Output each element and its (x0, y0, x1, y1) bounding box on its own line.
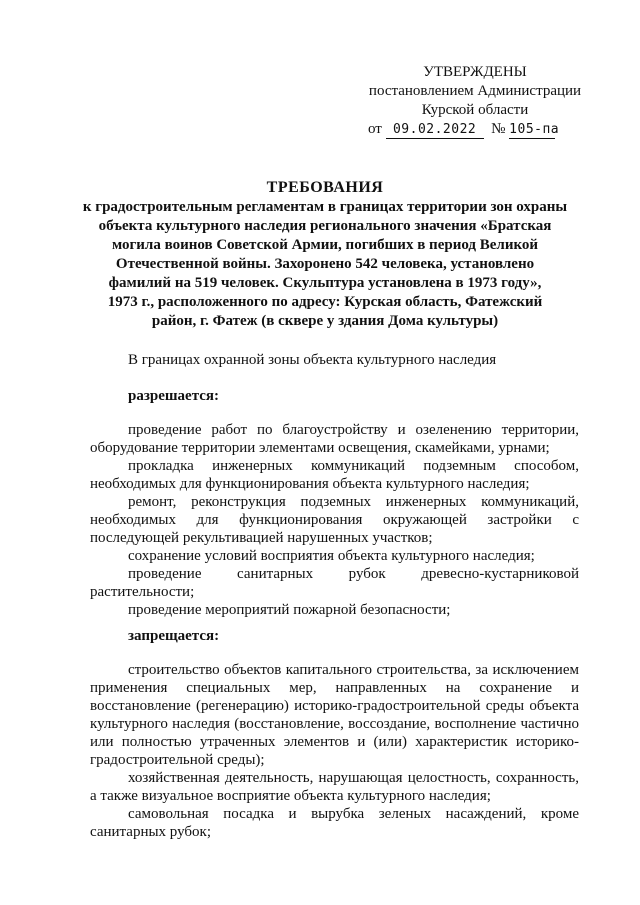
allowed-list (90, 421, 579, 619)
approval-stamp (360, 63, 590, 139)
approval-title: УТВЕРЖДЕНЫ (423, 64, 527, 80)
allowed-item: ремонт, реконструкция подземных инженерных коммуникаций, необходимых для функционирования окружающей застройки с последующей рекультивацией нарушенных участков; (90, 494, 579, 546)
allowed-item: проведение работ по благоустройству и озеленению территории, оборудование территории элементами освещения, скамейками, урнами; (90, 422, 579, 456)
document-title: ТРЕБОВАНИЯ (266, 179, 384, 196)
approval-number: 105-па (509, 122, 560, 137)
approval-line-2: Курской области (421, 102, 529, 118)
zone-intro: В границах охранной зоны объекта культурного наследия (128, 352, 497, 368)
allowed-item: прокладка инженерных коммуникаций подземным способом, необходимых для функционирования объекта культурного наследия; (90, 458, 579, 492)
subtitle-line: к градостроительным регламентам в границах территории зон охраны (82, 199, 568, 215)
date-prefix: от (368, 121, 382, 137)
subtitle-line: Отечественной войны. Захоронено 542 человека, установлено (115, 256, 535, 272)
forbidden-item: строительство объектов капитального строительства, за исключением применения специальных мер, направленных на сохранение и восстановление (регенерацию) историко-градостроительной среды объекта культурного наследия (восстановление, воссоздание, восполнение частично или полностью утраченных элементов и (или) характеристик историко-градостроительной среды); (90, 662, 579, 768)
approval-line-1: постановлением Администрации (368, 83, 582, 99)
allowed-item: проведение мероприятий пожарной безопасности; (128, 602, 451, 618)
approval-reference (360, 120, 590, 139)
subtitle-line: район, г. Фатеж (в сквере у здания Дома культуры) (151, 313, 499, 329)
subtitle-line: могила воинов Советской Армии, погибших в период Великой (111, 237, 539, 253)
subtitle-line: 1973 г., расположенного по адресу: Курская область, Фатежский (107, 294, 543, 310)
subtitle-line: фамилий на 519 человек. Скульптура установлена в 1973 году», (108, 275, 542, 291)
allowed-label: разрешается: (128, 388, 220, 404)
forbidden-item: самовольная посадка и вырубка зеленых насаждений, кроме санитарных рубок; (90, 806, 579, 840)
number-prefix: № (491, 121, 506, 137)
subtitle-line: объекта культурного наследия регионального значения «Братская (98, 218, 552, 234)
forbidden-item: хозяйственная деятельность, нарушающая целостность, сохранность, а также визуальное восприятие объекта культурного наследия; (90, 770, 579, 804)
allowed-item: проведение санитарных рубок древесно-кустарниковой растительности; (90, 566, 579, 600)
allowed-item: сохранение условий восприятия объекта культурного наследия; (128, 548, 535, 564)
approval-date: 09.02.2022 (386, 122, 484, 139)
document-heading (70, 178, 580, 331)
forbidden-label: запрещается: (128, 628, 220, 644)
forbidden-list (90, 661, 579, 841)
